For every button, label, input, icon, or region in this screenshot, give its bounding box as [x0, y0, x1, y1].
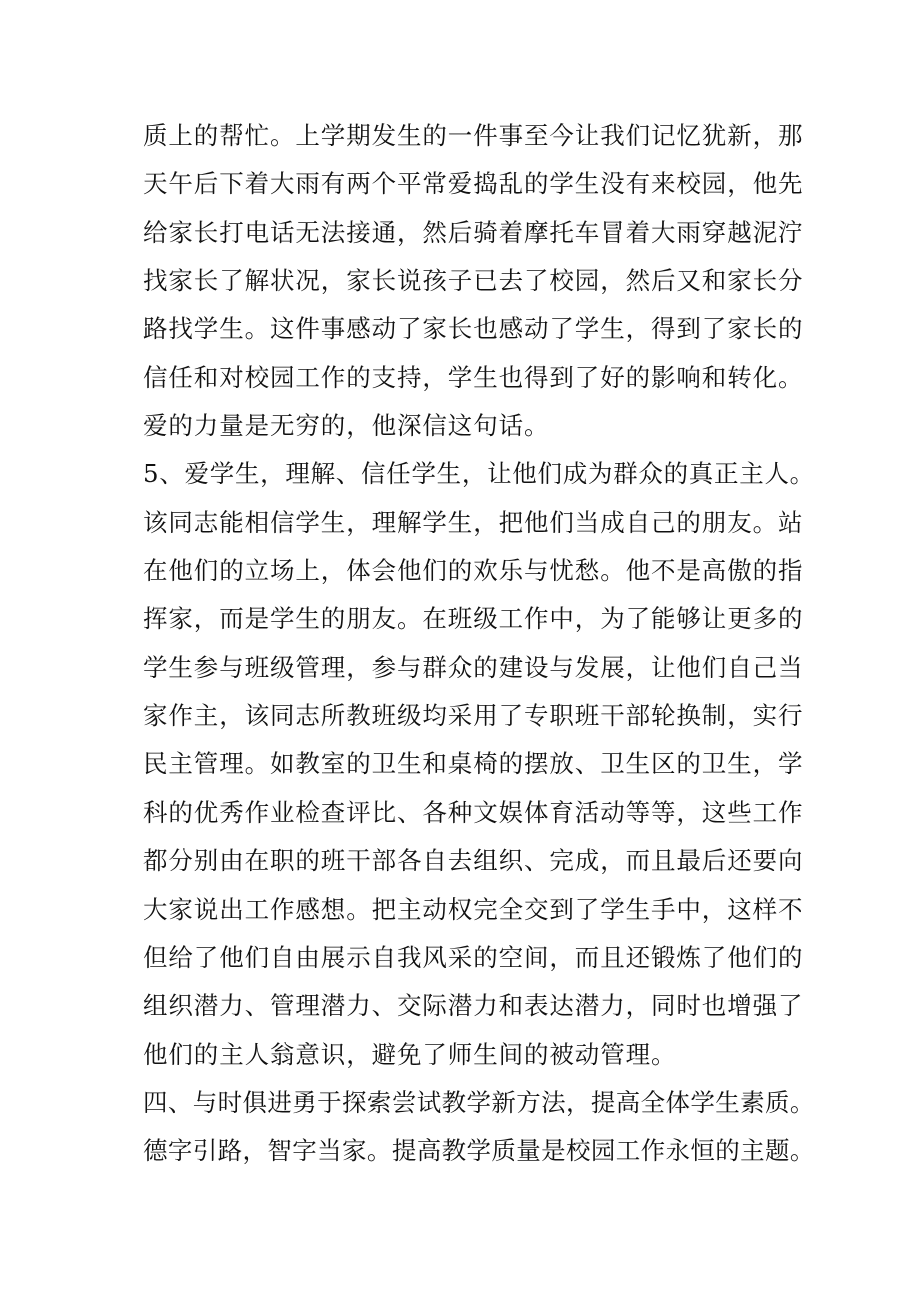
- section-heading-4: 四、与时俱进勇于探索尝试教学新方法，提高全体学生素质。: [143, 1087, 815, 1117]
- section-heading-5: 5、爱学生，理解、信任学生，让他们成为群众的真正主人。: [143, 459, 815, 489]
- text-line: 给家长打电话无法接通，然后骑着摩托车冒着大雨穿越泥泞: [143, 217, 804, 247]
- text-line: 都分别由在职的班干部各自去组织、完成，而且最后还要向: [143, 846, 804, 876]
- text-line: 路找学生。这件事感动了家长也感动了学生，得到了家长的: [143, 314, 804, 344]
- text-line: 该同志能相信学生，理解学生，把他们当成自己的朋友。站: [143, 507, 804, 537]
- text-line: 他们的主人翁意识，避免了师生间的被动管理。: [143, 1039, 677, 1069]
- text-line: 挥家，而是学生的朋友。在班级工作中，为了能够让更多的: [143, 604, 804, 634]
- text-line: 组织潜力、管理潜力、交际潜力和表达潜力，同时也增强了: [143, 991, 804, 1021]
- text-line: 爱的力量是无穷的，他深信这句话。: [143, 411, 550, 441]
- text-line: 质上的帮忙。上学期发生的一件事至今让我们记忆犹新，那: [143, 121, 804, 150]
- text-line: 德字引路，智字当家。提高教学质量是校园工作永恒的主题。: [143, 1136, 815, 1166]
- text-line: 科的优秀作业检查评比、各种文娱体育活动等等，这些工作: [143, 797, 804, 827]
- text-line: 家作主，该同志所教班级均采用了专职班干部轮换制，实行: [143, 701, 804, 731]
- text-line: 民主管理。如教室的卫生和桌椅的摆放、卫生区的卫生，学: [143, 749, 804, 779]
- text-line: 但给了他们自由展示自我风采的空间，而且还锻炼了他们的: [143, 942, 804, 972]
- text-line: 天午后下着大雨有两个平常爱捣乱的学生没有来校园，他先: [143, 169, 804, 199]
- text-line: 在他们的立场上，体会他们的欢乐与忧愁。他不是高傲的指: [143, 556, 804, 586]
- text-line: 学生参与班级管理，参与群众的建设与发展，让他们自己当: [143, 652, 804, 682]
- text-line: 大家说出工作感想。把主动权完全交到了学生手中，这样不: [143, 894, 804, 924]
- text-line: 找家长了解状况，家长说孩子已去了校园，然后又和家长分: [143, 266, 804, 296]
- body-text: [143, 112, 813, 1176]
- text-line: 信任和对校园工作的支持，学生也得到了好的影响和转化。: [143, 362, 804, 392]
